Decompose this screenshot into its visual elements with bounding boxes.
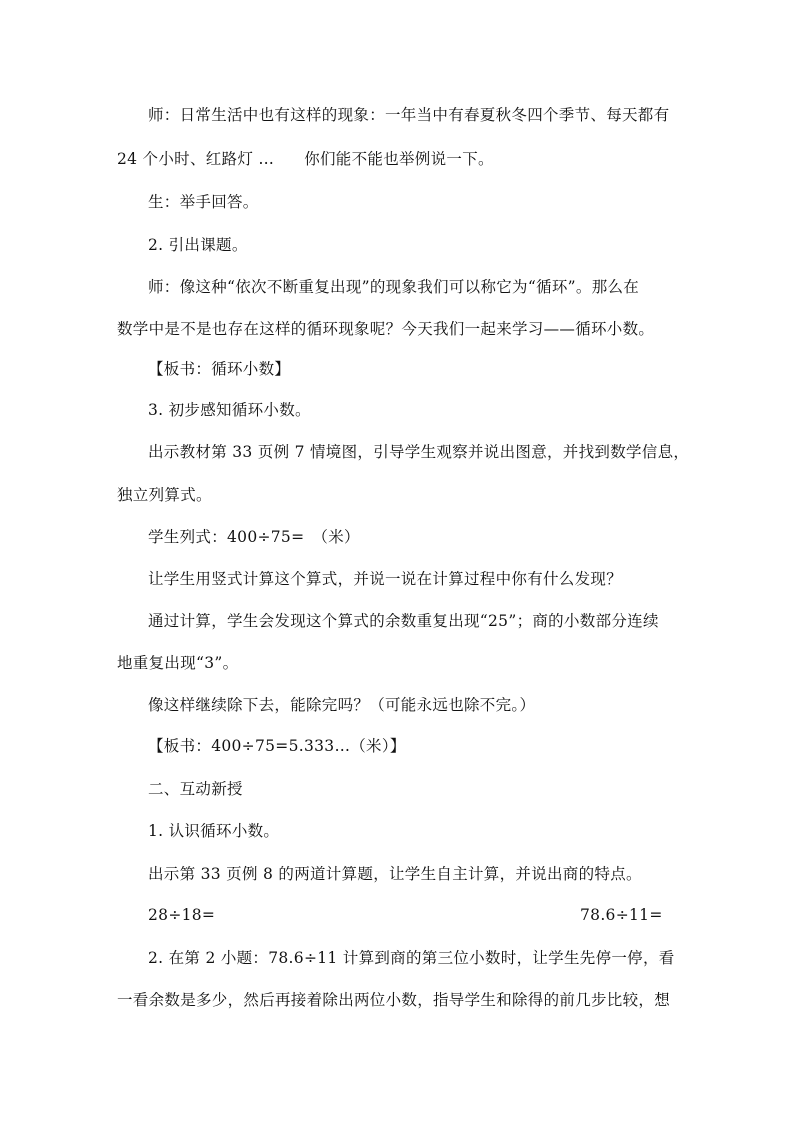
heading-preliminary: 3. 初步感知循环小数。	[148, 401, 311, 419]
text-segment: 24 个小时、红路灯 …	[117, 150, 275, 168]
paragraph-student-formula: 学生列式：400÷75= （米）	[148, 528, 360, 546]
paragraph-teacher-line-2	[117, 149, 494, 169]
board-note-formula: 【板书：400÷75=5.333…（米）】	[148, 737, 406, 755]
paragraph-show-textbook-line-1: 出示教材第 33 页例 7 情境图，引导学生观察并说出图意，并找到数学信息，	[148, 443, 690, 461]
calculation-2: 78.6÷11=	[580, 906, 663, 924]
paragraph-second-problem-line-1: 2. 在第 2 小题：78.6÷11 计算到商的第三位小数时，让学生先停一停，看	[148, 949, 675, 967]
paragraph-continue-division: 像这样继续除下去，能除完吗？（可能永远也除不完。）	[148, 696, 536, 714]
paragraph-teacher-line-1: 师：日常生活中也有这样的现象：一年当中有春夏秋冬四个季节、每天都有	[148, 106, 670, 124]
paragraph-show-textbook-line-2: 独立列算式。	[117, 486, 212, 504]
paragraph-discovery-line-1: 通过计算，学生会发现这个算式的余数重复出现“25”；商的小数部分连续	[148, 612, 659, 630]
heading-recognize-decimals: 1. 认识循环小数。	[148, 822, 280, 840]
heading-interactive-teaching: 二、互动新授	[148, 780, 243, 798]
calculation-1: 28÷18=	[148, 906, 216, 924]
paragraph-discovery-line-2: 地重复出现“3”。	[117, 654, 239, 672]
heading-introduce-topic: 2. 引出课题。	[148, 236, 248, 254]
calculation-row	[148, 905, 663, 925]
board-note-title: 【板书：循环小数】	[148, 360, 291, 378]
paragraph-example-8: 出示第 33 页例 8 的两道计算题，让学生自主计算，并说出商的特点。	[148, 865, 642, 883]
paragraph-second-problem-line-2: 一看余数是多少，然后再接着除出两位小数，指导学生和除得的前几步比较，想	[117, 991, 671, 1009]
text-segment: 你们能不能也举例说一下。	[304, 150, 494, 168]
paragraph-vertical-calc: 让学生用竖式计算这个算式，并说一说在计算过程中你有什么发现？	[148, 570, 623, 588]
paragraph-teacher-loop-line-1: 师：像这种“依次不断重复出现”的现象我们可以称它为“循环”。那么在	[148, 278, 640, 296]
paragraph-student-answer: 生：举手回答。	[148, 193, 259, 211]
paragraph-teacher-loop-line-2: 数学中是不是也存在这样的循环现象呢？今天我们一起来学习——循环小数。	[117, 320, 655, 338]
